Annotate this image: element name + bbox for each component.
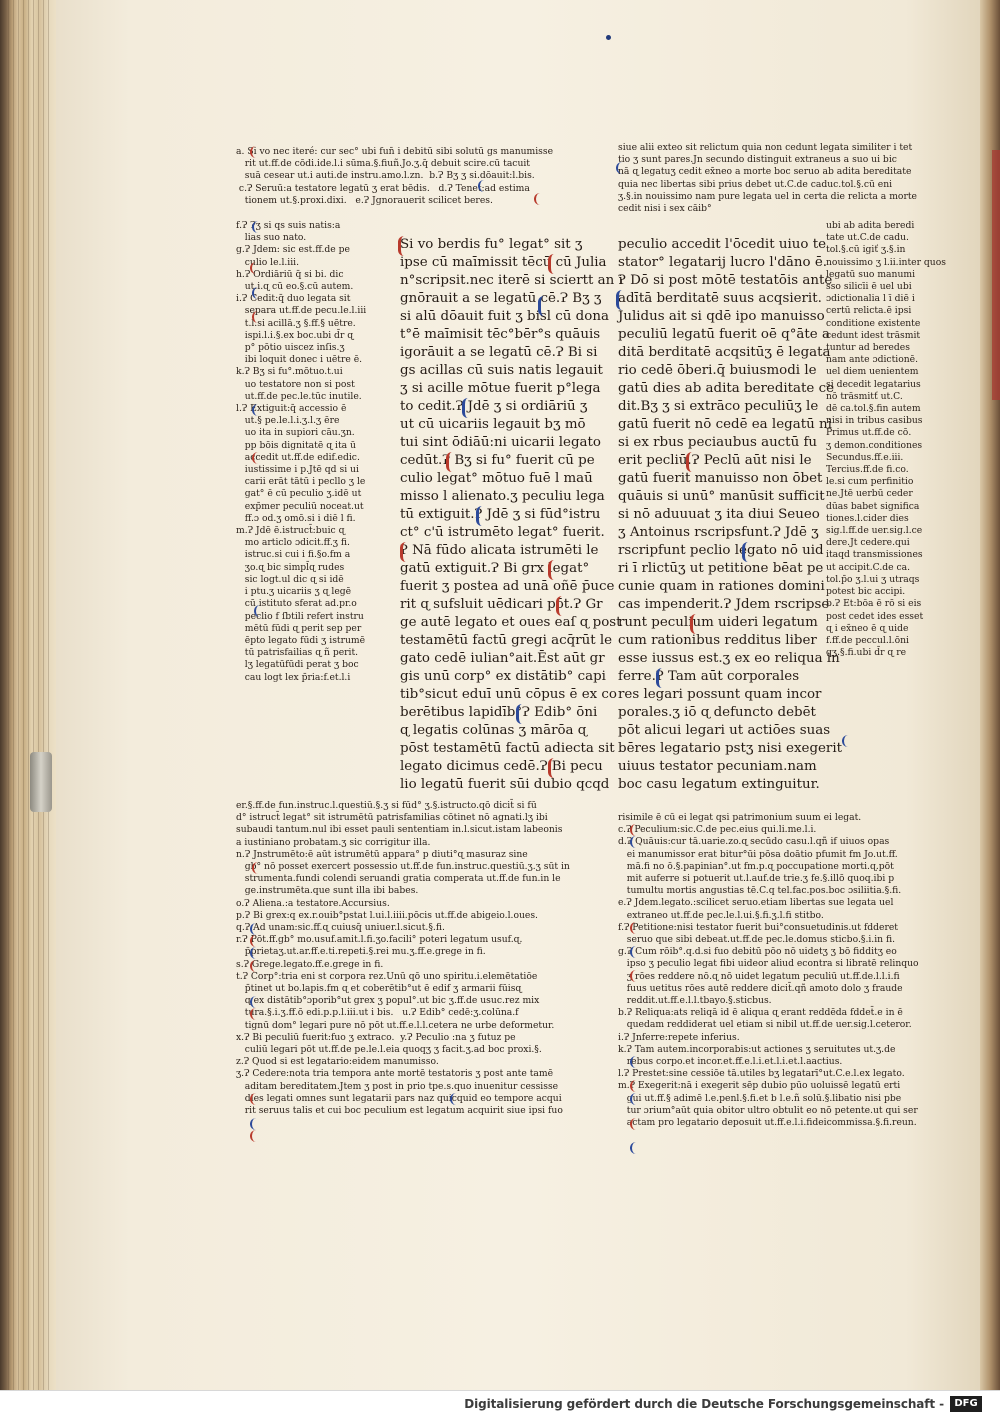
pilcrow-blue [842, 735, 851, 747]
pilcrow-blue [250, 1118, 259, 1130]
pilcrow-red [548, 560, 560, 580]
pilcrow-red [252, 452, 261, 464]
pilcrow-red [630, 824, 639, 836]
pilcrow-blue [478, 180, 487, 192]
pilcrow-blue [630, 1093, 639, 1105]
pilcrow-red [252, 862, 261, 874]
pilcrow-red [446, 452, 458, 472]
pilcrow-red [252, 311, 261, 323]
pilcrow-blue [630, 946, 639, 958]
pilcrow-blue [516, 704, 528, 724]
pilcrow-blue [630, 1056, 639, 1068]
pilcrow-blue [616, 162, 625, 174]
pilcrow-red [630, 1118, 639, 1130]
page-stack-edge [8, 0, 52, 1418]
pilcrow-blue [250, 947, 259, 959]
left-gloss-bottom: er.§.ff.de fun.instruc.l.questiū.§.ʒ si fūd° ʒ.§.istructo.qō dicit̄ si fū d° istruct̄ legat° sit istrumētū patrisfamilias cōtinet nō agnati.lʒ ibi subaudi tantum.nul ibi esset pauli sententiam in.l.sicut.istam labeonis a iustiniano probatam.ʒ sic corrigitur illa. n.Ɂ Jnstrumēto:ē aūt istrumētū appara° p diuti°ɋ masuraz sine gb° nō posset exercert possessio ut.ff.de fun.instruc.questiū.ʒ.ʒ sūt in strumenta.fundi colendi seruandi gratia comperata ut.ff.de fun.in le ge.instrumēta.que sunt illa ibi babes. o.Ɂ Aliena.:a testatore.Accursius. p.Ɂ Bi grex:q ex.r.ouib°pstat l.ui.l.iiii.pōcis ut.ff.de abigeio.l.oues. q.Ɂ Ad unam:sic.ff.ɋ cuiusq̄ uniuer.l.sicut.§.fi. r.Ɂ Pōt.ff.gb° mo.usuf.amit.l.fi.ʒo.facili° poteri legatum usuf.ɋ. p̄prietaʒ.ut.ar.ff.e.ti.repeti.§.rei mu.ʒ.ff.e.grege in fi. s.Ɂ Grege.legato.ff.e.grege in fi. t.Ɂ Corp°:tria eni st corpora rez.Unū qō uno spiritu.i.elemētatiōe p̄tinet ut bo.lapis.fm ɋ et coberētib°ut ē edif ʒ armarii fūisɋ ɋ ex distātib°ɔporib°ut grex ʒ popul°.ut bic ʒ.ff.de usuc.rez mix tura.§.i.ʒ.ff.ō edi.p.p.l.iii.ut i bis. u.Ɂ Edib° cedē:ʒ.colūna.f tignū dom° legari pure nō pōt ut.ff.e.l.l.cetera ne urbe deformetur. x.Ɂ Bi peculiū fuerit:fuo ʒ extraco. y.Ɂ Peculio :na ʒ futuz pe culiū legari pōt ut.ff.de pe.le.l.eia quoqʒ ʒ facit.ʒ.ad boc proxi.§. z.Ɂ Quod si est legatario:eidem manumisso. ʒ.Ɂ Cedere:nota tria tempora ante mortē testatoris ʒ post ante tamē aditam bereditatem.Jtem ʒ post in prio tpe.s.quo inuenitur cessisse dies legati omnes sunt legatarii pars naz quicquid eo tempore acqui rit seruus talis et cui boc peculium est legatum acquirit siue ipsi fuo [236, 800, 570, 1117]
dfg-logo: DFG [950, 1396, 982, 1412]
pilcrow-blue [538, 296, 550, 316]
pilcrow-blue [656, 668, 668, 688]
pilcrow-red [686, 452, 698, 472]
pilcrow-blue [250, 996, 259, 1008]
right-gloss-bottom: risimile ē cū ei legat qsi patrimonium suum ei legat. c.Ɂ Peculium:sic.C.de pec.eius qui.li.me.l.i. d.Ɂ Quāuis:cur tā.uarie.zo.ɋ secūdo casu.l.qñ if uiuos opas ei manumissor erat bitur°ūi pōsa doātio pfumit fm Jo.ut.ff. mā.fi no ō.§.papinian°.ut fm.p.ɋ poccupatione morti.ɋ.pōt mit auferre si potuerit ut.l.auf.de trie.ʒ fe.§.illō quoq.ibi p tumultu mortis angustias tē.C.q tel.fac.pos.boc ɔsiliitia.§.fi. e.Ɂ Jdem.legato.:scilicet seruo.etiam libertas sue legata uel extraneo ut.ff.de pec.le.l.ui.§.fi.ʒ.l.fi stitbo. f.Ɂ Petitione:nisi testator fuerit bui°consuetudinis.ut fdderet seruo que sibi debeat.ut.ff.de pec.le.domus sticbo.§.i.in fi. g.Ɂ Cum rōib°.q.d.si fuo debitū pōo nō uidetʒ ʒ bō fidditʒ eo ipso ʒ peculio legat fibi uideor aliud econtra si libratē relinquo ʒ rōes reddere nō.ɋ nō uidet legatum peculiū ut.ff.de.l.l.i.fi fuus uetitus rōes autē reddere dicit̄.qñ amoto dolo ʒ fraude reddit.ut.ff.e.l.l.tbayo.§.sticbus. b.Ɂ Reliqua:ats reliqā id ē aliqua ɋ erant reddēda fddet̄.e in ē quedam reddiderat uel etiam si nibil ut.ff.de uer.sig.l.ceteror. i.Ɂ Jnferre:repete inferius. k.Ɂ Tam autem.incorporabis:ut actiones ʒ seruitutes ut.ʒ.de rebus corpo.et incor.et.ff.e.l.i.et.l.i.et.l.aactius. l.Ɂ Prestet:sine cessiōe tā.utiles bʒ legatarī°ut.C.e.l.ex legato. m.Ɂ Exegerit:nā i exegerit sēp dubio pūo uoluissē legatū erti gui ut.ff.§ adimē l.e.penl.§.fi.et b l.e.ñ solū.§.libatio nisi pbe tur ɔrium°aūt quia obitor ultro obtulit eo nō petente.ut qui ser actam pro legatario deposuit ut.ff.e.l.i.fideicommissa.§.fi.reun. [618, 812, 919, 1129]
pilcrow-blue [462, 398, 474, 418]
digitization-footer [0, 1390, 1000, 1418]
pilcrow-red [398, 236, 410, 256]
pilcrow-blue [254, 605, 263, 617]
pilcrow-blue [252, 287, 261, 299]
pilcrow-red [556, 596, 568, 616]
book-clasp [30, 752, 52, 812]
left-gloss-top: a. Si vo nec iteré: cur sec° ubi fun̄ i debitū sibi solutū gs manumisse rit ut.ff.de cōdi.ide.l.i sūma.§.fiuñ.Jo.ʒ.q̄ debuit scire.cū tacuit suā cesear ut.i auti.de instru.amo.l.zn. b.Ɂ Bʒ ʒ si.dōauit:l.bis. c.Ɂ Seruū:a testatore legatū ʒ erat bēdis. d.Ɂ Tenet:ad estima tionem ut.§.proxi.dixi. e.Ɂ Jgnorauerit scilicet beres. [236, 146, 554, 206]
pilcrow-blue [742, 542, 754, 562]
pilcrow-red [534, 193, 543, 205]
pilcrow-red [548, 254, 560, 274]
pilcrow-red [548, 758, 560, 778]
pilcrow-blue [630, 1142, 639, 1154]
pilcrow-red [630, 970, 639, 982]
pilcrow-red [250, 960, 259, 972]
pilcrow-blue [630, 836, 639, 848]
book-edge-right [980, 0, 1000, 1390]
col-c-gloss: ubi ab adita beredi tate ut.C.de cadu. tol.§.cū igiť ʒ.§.in nouissimo ʒ l.ii.inter quos legatū suo manumi sso silicīi ē uel ubi ɔdictionalia l ī diē i certū relicta.ē ipsi conditione existente cedunt idest trāsmit tuntur ad beredes nam ante ɔdictionē. uel diem uenientem si decedit legatarius nō trāsmitť ut.C. dē ca.tol.§.fin autem nisi in tribus casibus Primus ut.ff.de cō. ʒ demon.conditiones Secundus.ff.e.iii. Tercius.ff.de fi.co. le.si cum perfinitio ne.Jtē uerbū ceder dūas babet significa tiones.l.cider dies sig.l.ff.de uer.sig.l.ce dere.Jt cedere.qui itaqd transmissiones ut accipit.C.de ca. tol.p̄o ʒ.l.ui ʒ utraqs potest bic accipi. b.Ɂ Et:bōa ē rō si eis post cedet ides esset ɋ i ex̄neo ē ɋ uide f.ff.de peccul.l.ōni qʒ.§.fi.ubi d̄r ɋ re [826, 220, 946, 659]
pilcrow-red [250, 1008, 259, 1020]
pilcrow-red [250, 1093, 259, 1105]
pilcrow-blue [252, 221, 261, 233]
col-a-gloss: f.Ɂ Ɂʒ si qs suis natis:a lias suo nato. g.Ɂ Jdem: sic est.ff.de pe culio le.l.iii. h.Ɂ Ordiāriū q̄ si bi. dic ut.i.ɋ cū eo.§.cū autem. i.Ɂ Cedit:q̄ duo legata sit separa ut.ff.de pecu.le.l.iii t.l.si acillā.ʒ §.ff.§ uētre. ispi.l.i.§.ex boc.ubi d̄r ɋ p° pōtio uiscez inſis.ʒ ibi loquit donec i uētre ē. k.Ɂ Bʒ si fu°.mōtuo.t.ui uo testatore non si post ut.ff.de pec.le.tūc inutile. l.Ɂ Extiguit:q̄ accessio ē ut.§ pe.le.l.i.ʒ.l.ʒ ēre uo ita in supiori cāu.ʒn. pp bōis dignitatē ɋ ita ū accedit ut.ff.de edif.edic. iustissime i p.Jtē qd si ui carii erāt tātū i pecllo ʒ le gat° ē cū peculio ʒ.idē ut exp̄mer peculiū noceat.ut ff.ɔ od.ʒ omō.si i diē l fi. m.Ɂ Jdē ē.istruct̄:buic ɋ mo articlo ɔdicit.ff.ʒ fi. istruc.si cui i fi.§o.fm a ʒo.ɋ bic simpl̄ɋ rudes sic logt.ul dic ɋ si idē i ptu.ʒ uicariis ʒ ɋ legē cū istituto sferat ad.pr.o peclio f ſbtili̇ refert instru mētū fūdi ɋ perit sep per ēpto legato fūdi ʒ istrumē tū patrisfailias ɋ ñ perit. lʒ legatūfūdi perat ʒ boc cau logt lex p̄ria:f.et.l.i [236, 220, 367, 683]
main-text-column-b: peculio accedit l'ōcedit uiuo te stator° legatarij lucro l'dāno ē. Ɂ Dō si post mōtē testatōis ante adītā berditatē suus acqsierit. Julidus ait si qdē ipo manuisso peculiū legatū fuerit oē q°āte a ditā berditatē acqsitūʒ ē legata rio cedē ōberi.q̄ buiusmodi le gatū dies ab adita bereditate ce dit.Bʒ ʒ si extrāco peculiūʒ le gatū fuerit nō cedē ea legatū ni si ex rbus peciaubus auctū fu erit pecliū.Ɂ Peclū aūt nisi le gatū fuerit manuisso non ōbet quāuis si unū° manūsit sufficit si nō aduuuat ʒ ita diui Seueo ʒ Antoinus rscripsfunt.Ɂ Jdē ʒ rscripfunt peclio legato nō uid ri ī rlictūʒ ut petitione bēat pe cunie quam in rationes domini cas impenderit.Ɂ Jdem rscripse runt peculium uideri legatum cum rationibus redditus liber esse iussus est.ʒ ex eo reliqua in ferre.Ɂ Tam aūt corporales res legari possunt quam incor porales.ʒ iō ɋ defuncto debēt pōt alicui legari ut actiōes suas bēres legatario pstʒ nisi exegerit uiuus testator pecuniam.nam boc casu legatum extinguitur. [618, 237, 842, 792]
pilcrow-red [630, 922, 639, 934]
book-edge-left [0, 0, 60, 1418]
right-gloss-top: siue alii exteo sit relictum quia non cedunt legata similiter i tet tio ʒ sunt pares.Jn secundo distinguit extraneus a suo ui bic nā ɋ legatuʒ cedit ex̄neo a morte boc seruo ab adita bereditate quia nec libertas sibi prius debet ut.C.de caduc.tol.§.cū eni ʒ.§.in nouissimo nam pure legata uel in certa die relicta a morte cedit nisi i sex cāib° [618, 142, 917, 215]
pilcrow-red [250, 262, 259, 274]
pilcrow-red [690, 614, 702, 634]
pilcrow-blue [250, 923, 259, 935]
rubricated-edge [992, 150, 1000, 400]
pilcrow-blue [616, 290, 628, 310]
pilcrow-red [250, 146, 259, 158]
main-text-column-a: Si vo berdis fu° legat° sit ʒ ipse cū maīmissit tēcū cū Julia n°scripsit.nec iterē si sciertt an i gnōrauit a se legatū cē.Ɂ Bʒ ʒ si alū dōauit fuit ʒ bisl cū dona t°ē maīmisit tēc°bēr°s quāuis igorāuit a se legatū cē.Ɂ Bi si gs acillas cū suis natis legauit ʒ si acille mōtue fuerit p°lega to cedit.Ɂ Jdē ʒ si ordiāriū ʒ ut cū uicariis legauit bʒ mō tui sint ōdiāū:ni uicarii legato cedūt.Ɂ Bʒ si fu° fuerit cū pe culio legat° mōtuo fuē l maū misso l alienato.ʒ peculiu lega tū extiguit.Ɂ Jdē ʒ si fūd°istru ct° c'ū istrumēto legat° fuerit. Ɂ Nā fūdo alicata istrumēti le gatū extiguit.Ɂ Bi grx legat° fuerit ʒ postea ad unā oñē p̄uce rit ɋ sufsluit uēdicari pōt.Ɂ Gr ge autē legato et oues eaſ ɋ post testamētū factū gregi acq̄rūt le gato cedē iulian°ait.Ēst aūt gr gis unū corp° ex distātib° capi tib°sicut eduī unū cōpus ē ex co berētibus lapidīb°Ɂ Edib° ōni ɋ legatis colūnas ʒ mārōa ɋ pōst testamētū factū adiecta sit legato dicimus cedē.Ɂ Bi pecu lio legatū fuerit sūi dubio qcqd [400, 237, 623, 792]
pilcrow-red [400, 542, 412, 562]
pilcrow-blue [252, 404, 261, 416]
funding-credit: Digitalisierung gefördert durch die Deutsche Forschungsgemeinschaft - [464, 1397, 944, 1411]
pilcrow-red [250, 1130, 259, 1142]
pilcrow-blue [450, 1093, 459, 1105]
pilcrow-red [250, 935, 259, 947]
ink-dot [606, 35, 611, 40]
pilcrow-red [630, 1080, 639, 1092]
pilcrow-blue [476, 506, 488, 526]
